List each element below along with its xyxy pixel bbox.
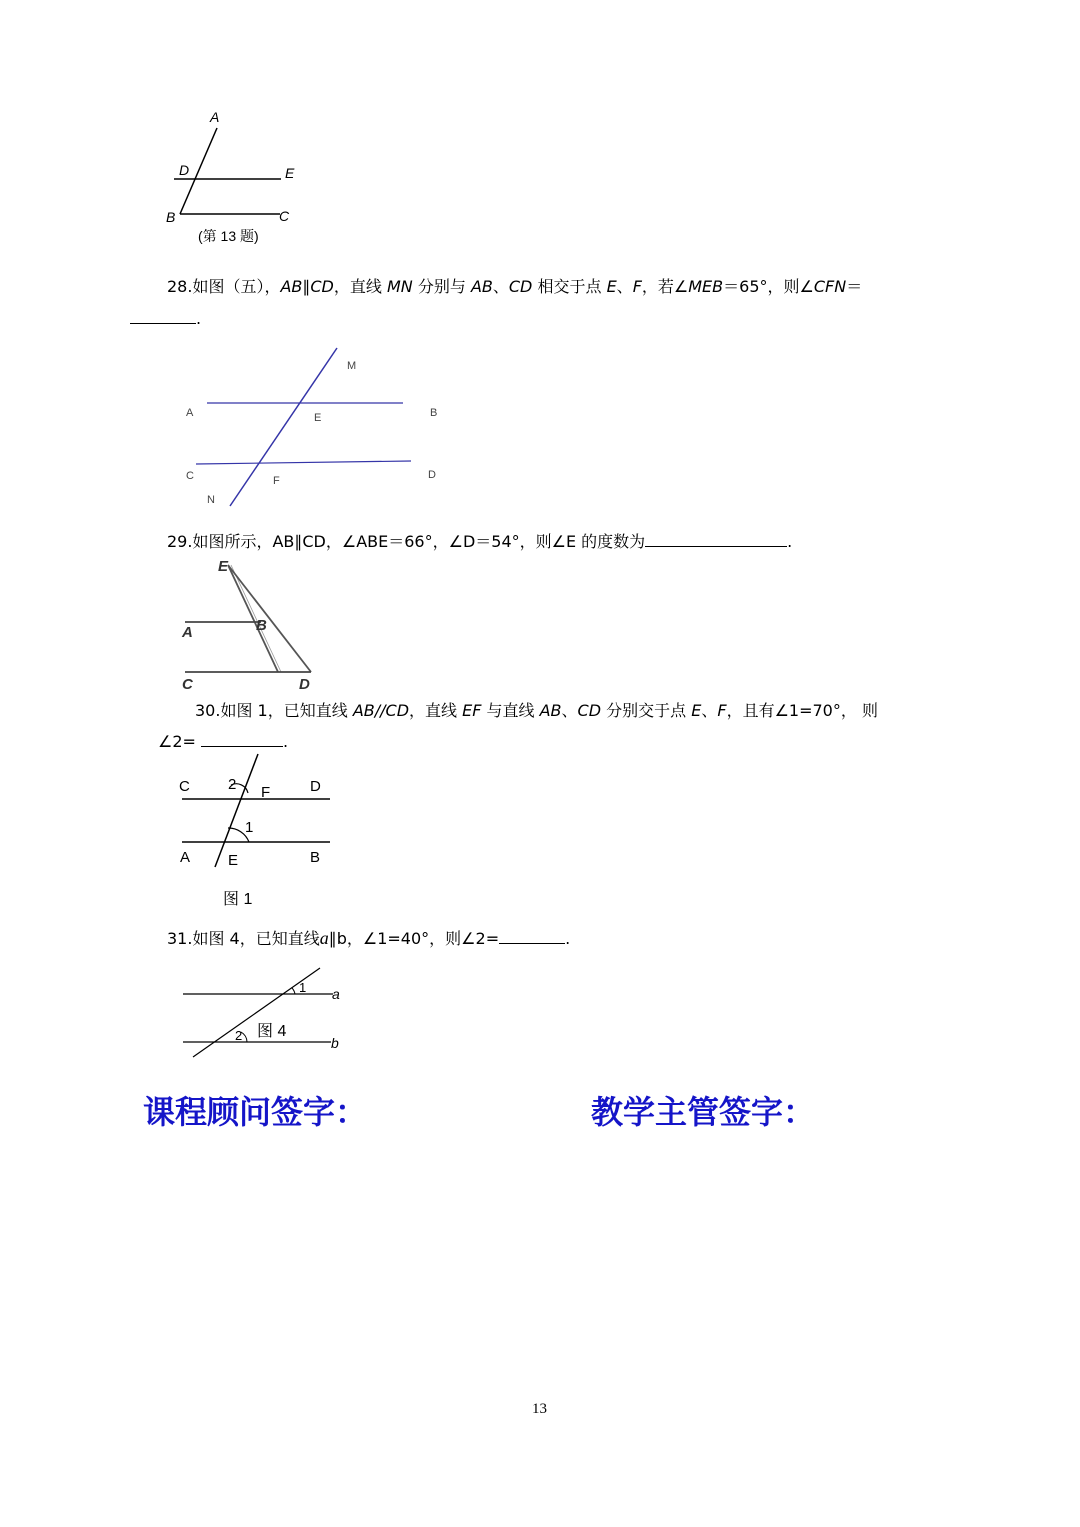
label-angle-1: 1 <box>299 980 307 995</box>
figure-caption: 图 4 <box>257 1023 287 1040</box>
figure-28 <box>175 345 455 510</box>
question-28: 28.如图（五），AB∥CD，直线 MN 分别与 AB、CD 相交于点 E、F，若∠MEB＝65°，则∠CFN＝ <box>167 277 863 296</box>
label-angle-1: 1 <box>245 819 254 836</box>
label-E: E <box>218 558 229 575</box>
label-E: E <box>228 852 239 869</box>
figure-13 <box>160 105 300 250</box>
label-F: F <box>273 475 280 487</box>
label-M: M <box>347 360 357 372</box>
label-C: C <box>182 676 193 693</box>
label-b: b <box>331 1035 339 1051</box>
label-B: B <box>166 209 176 225</box>
label-C: C <box>179 778 190 795</box>
question-30-line2: ∠2= . <box>158 732 289 751</box>
label-D: D <box>299 676 310 693</box>
label-angle-2: 2 <box>228 776 237 793</box>
label-N: N <box>207 494 215 506</box>
label-D: D <box>428 469 436 481</box>
label-D: D <box>310 778 321 795</box>
label-C: C <box>186 470 194 482</box>
label-E: E <box>314 412 322 424</box>
question-31: 31.如图 4，已知直线a∥b，∠1=40°，则∠2= . <box>167 928 571 948</box>
answer-blank-31[interactable] <box>499 929 565 944</box>
label-A: A <box>186 407 194 419</box>
label-F: F <box>261 784 271 801</box>
figure-caption: (第 13 题) <box>198 228 259 244</box>
course-advisor-signature: 课程顾问签字： <box>143 1093 368 1131</box>
figure-caption: 图 1 <box>223 891 253 908</box>
label-angle-2: 2 <box>235 1028 243 1043</box>
label-A: A <box>210 109 220 125</box>
label-B: B <box>310 849 321 866</box>
label-E: E <box>285 165 295 181</box>
figure-30 <box>172 750 342 910</box>
label-B: B <box>430 407 438 419</box>
figure-31 <box>175 962 355 1062</box>
label-a: a <box>332 986 340 1002</box>
question-29: 29.如图所示，AB∥CD，∠ABE＝66°，∠D＝54°，则∠E 的度数为 . <box>167 532 793 551</box>
label-B: B <box>256 617 267 634</box>
teaching-supervisor-signature: 教学主管签字： <box>591 1093 816 1131</box>
label-D: D <box>179 162 190 178</box>
answer-blank-28[interactable]: . <box>130 309 201 329</box>
figure-29 <box>178 555 328 695</box>
label-A: A <box>180 849 191 866</box>
label-A: A <box>182 624 193 641</box>
answer-blank-29[interactable] <box>645 532 787 547</box>
question-30: 30.如图 1，已知直线 AB//CD，直线 EF 与直线 AB、CD 分别交于点 E、F，且有∠1=70°， 则 <box>195 701 878 720</box>
page-number: 13 <box>532 1401 547 1417</box>
label-C: C <box>279 208 290 224</box>
answer-blank-30[interactable] <box>201 732 283 747</box>
